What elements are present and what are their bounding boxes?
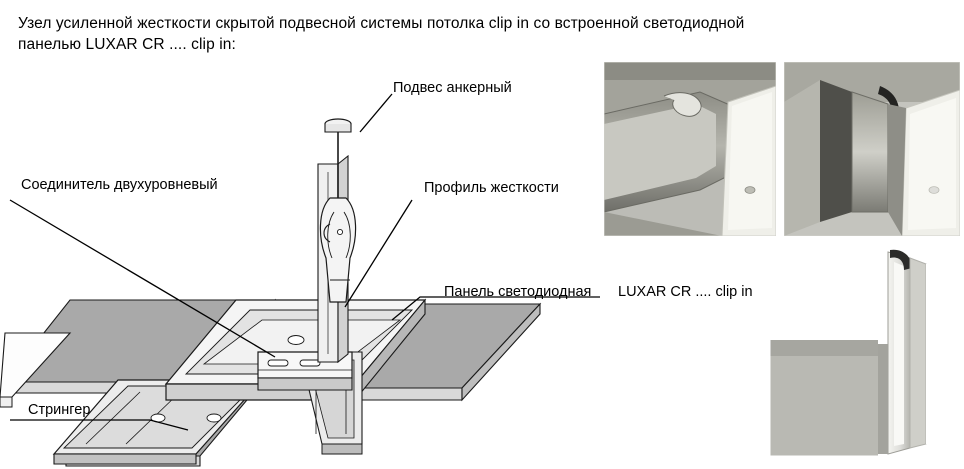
label-two-level-connector: Соединитель двухуровневый bbox=[21, 177, 218, 193]
technical-drawing bbox=[0, 52, 753, 469]
photo-top-left bbox=[604, 62, 776, 236]
photo-top-right-image bbox=[784, 62, 960, 236]
page-title-line-1: Узел усиленной жесткости скрытой подвесной системы потолка clip in со встроенной светодиодной bbox=[18, 15, 745, 32]
label-led-panel: Панель светодиодная bbox=[444, 284, 592, 300]
photo-bottom-right-image bbox=[770, 248, 960, 456]
label-anchor-suspension: Подвес анкерный bbox=[393, 80, 512, 96]
label-stiffness-profile: Профиль жесткости bbox=[424, 180, 559, 196]
photo-bottom-right bbox=[770, 248, 960, 456]
photo-top-left-image bbox=[604, 62, 776, 236]
page-title-line-2: панелью LUXAR CR .... clip in: bbox=[18, 36, 236, 53]
label-led-panel-model: LUXAR CR .... clip in bbox=[618, 284, 753, 300]
label-stringer: Стрингер bbox=[28, 402, 91, 418]
photo-top-right bbox=[784, 62, 960, 236]
page-title bbox=[18, 13, 948, 55]
